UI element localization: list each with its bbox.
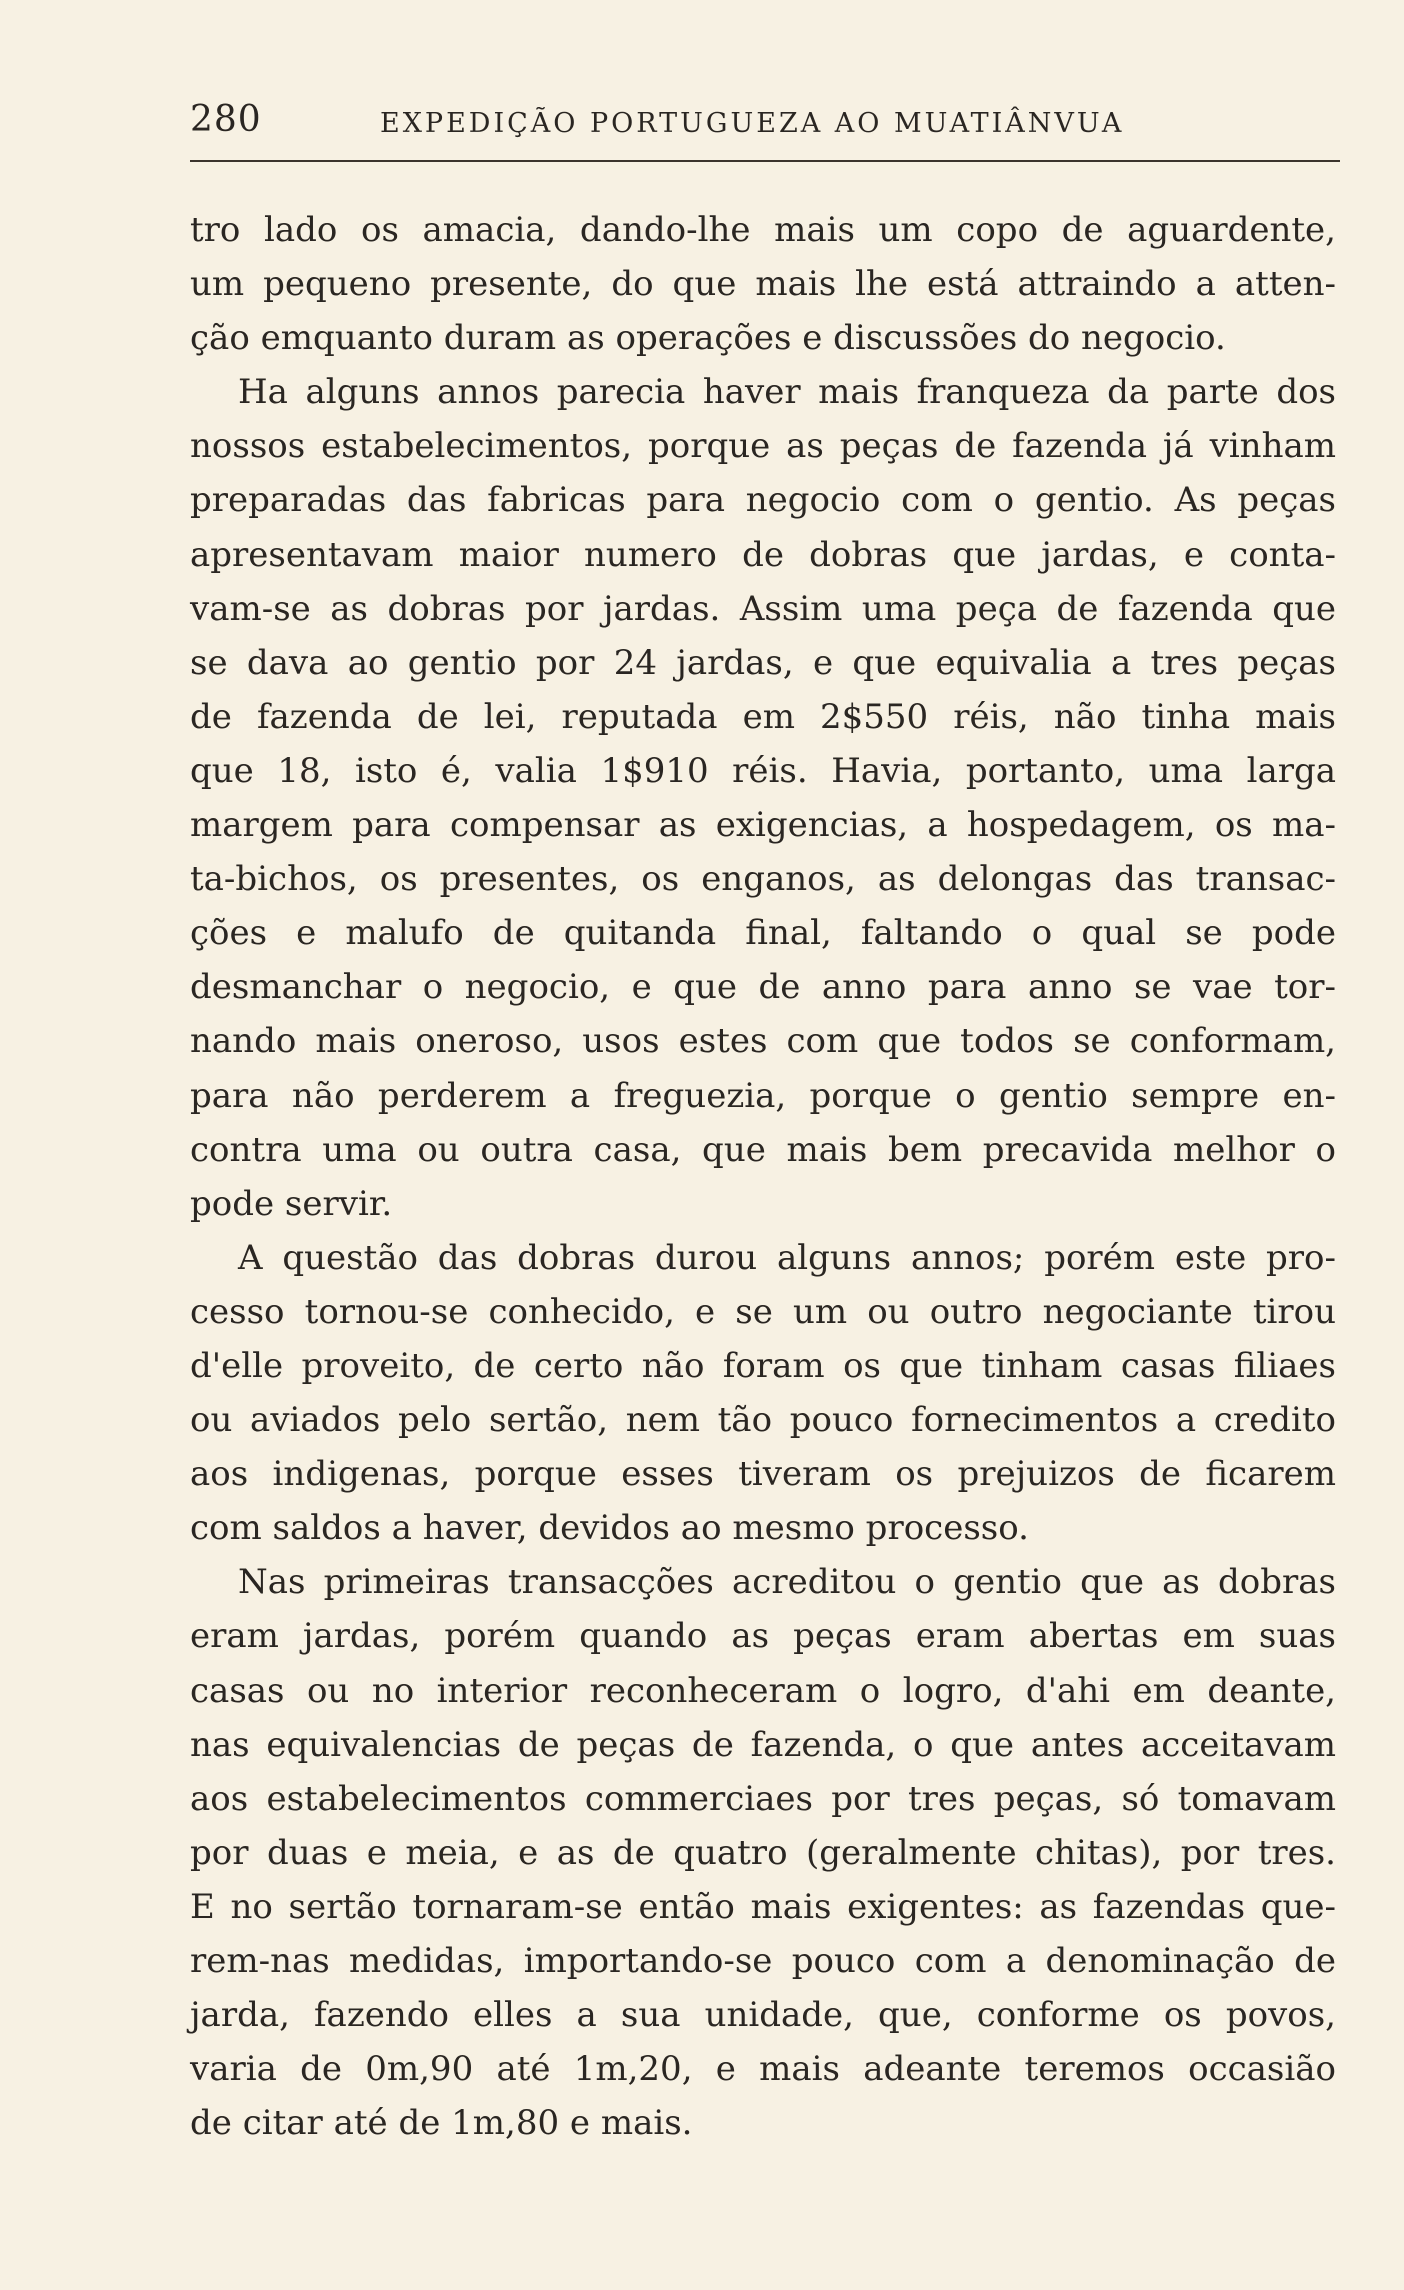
page-number: 280 [190,99,262,140]
text-line: aos indigenas, porque esses tiveram os prejuizos de ficarem [190,1454,1336,1495]
running-title: EXPEDIÇÃO PORTUGUEZA AO MUATIÂNVUA [380,108,1125,139]
text-line: margem para compensar as exigencias, a hospedagem, os ma- [190,805,1336,846]
text-line: cesso tornou-se conhecido, e se um ou outro negociante tirou [190,1291,1336,1332]
page-header [190,90,1340,150]
text-line: vam-se as dobras por jardas. Assim uma peça de fazenda que [190,588,1336,629]
text-line: aos estabelecimentos commerciaes por tres peças, só tomavam [190,1778,1336,1819]
text-line: desmanchar o negocio, e que de anno para anno se vae tor- [190,967,1336,1008]
text-line: nas equivalencias de peças de fazenda, o que antes acceitavam [190,1724,1336,1765]
text-line: nando mais oneroso, usos estes com que todos se conformam, [190,1021,1336,1062]
text-line: ta-bichos, os presentes, os enganos, as delongas das transac- [190,859,1336,900]
text-line: rem-nas medidas, importando-se pouco com a denominação de [190,1941,1336,1981]
text-line: de citar até de 1m,80 e mais. [190,2103,693,2144]
text-line: pode servir. [190,1183,393,1224]
body-text [190,203,1336,2150]
header-rule [190,160,1340,162]
text-line: apresentavam maior numero de dobras que jardas, e conta- [190,534,1336,575]
text-line: d'elle proveito, de certo não foram os que tinham casas filiaes [190,1345,1336,1386]
paragraph-start-line: A questão das dobras durou alguns annos; porém este pro- [238,1237,1336,1278]
text-line: preparadas das fabricas para negocio com o gentio. As peças [190,480,1336,521]
paragraph-start-line: Ha alguns annos parecia haver mais franqueza da parte dos [238,372,1336,413]
text-line: por duas e meia, e as de quatro (geralmente chitas), por tres. [190,1832,1336,1873]
text-line: ções e malufo de quitanda final, faltando o qual se pode [190,913,1336,954]
text-line: E no sertão tornaram-se então mais exigentes: as fazendas que- [190,1886,1336,1927]
text-line: se dava ao gentio por 24 jardas, e que equivalia a tres peças [190,642,1336,683]
text-line: para não perderem a freguezia, porque o gentio sempre en- [190,1075,1336,1116]
paragraph-start-line: Nas primeiras transacções acreditou o gentio que as dobras [238,1562,1336,1603]
text-line: de fazenda de lei, reputada em 2$550 réis, não tinha mais [190,696,1336,737]
text-line: um pequeno presente, do que mais lhe está attraindo a atten- [190,264,1336,305]
text-line: nossos estabelecimentos, porque as peças de fazenda já vinham [190,426,1336,467]
text-line: que 18, isto é, valia 1$910 réis. Havia, portanto, uma larga [190,750,1336,791]
text-line: eram jardas, porém quando as peças eram abertas em suas [190,1616,1336,1657]
text-line: varia de 0m,90 até 1m,20, e mais adeante teremos occasião [190,2049,1336,2090]
text-line: com saldos a haver, devidos ao mesmo processo. [190,1508,1029,1549]
text-line: tro lado os amacia, dando-lhe mais um copo de aguardente, [190,210,1336,250]
text-line: ou aviados pelo sertão, nem tão pouco fornecimentos a credito [190,1400,1336,1441]
text-line: jarda, fazendo elles a sua unidade, que, conforme os povos, [190,1995,1336,2036]
text-line: ção emquanto duram as operações e discussões do negocio. [190,318,1226,359]
text-line: contra uma ou outra casa, que mais bem precavida melhor o [190,1129,1336,1170]
text-line: casas ou no interior reconheceram o logro, d'ahi em deante, [190,1670,1336,1711]
